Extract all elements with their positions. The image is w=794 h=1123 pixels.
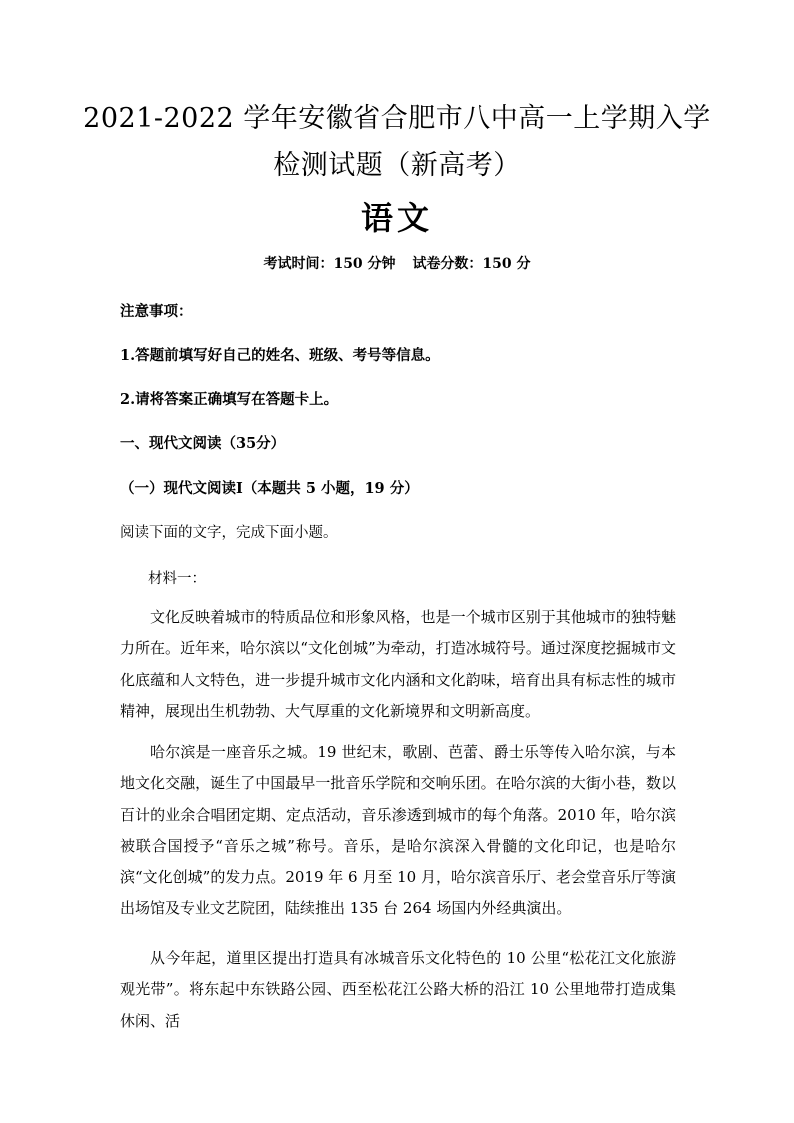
document-title-line-2: 检测试题（新高考）: [273, 150, 521, 181]
section-heading: 一、现代文阅读（35分）: [120, 435, 286, 452]
reading-instruction: 阅读下面的文字，完成下面小题。: [120, 525, 338, 541]
document-title-line-1: 2021-2022 学年安徽省合肥市八中高一上学期入学: [83, 103, 711, 134]
section-subheading: （一）现代文阅读Ⅰ（本题共 5 小题，19 分）: [120, 480, 419, 497]
material-label: 材料一：: [148, 571, 206, 587]
subject-heading: 语文: [360, 199, 433, 237]
notes-item-1: 1.答题前填写好自己的姓名、班级、考号等信息。: [120, 347, 440, 364]
paragraph-3: 从今年起，道里区提出打造具有冰城音乐文化特色的 10 公里“松花江文化旅游观光带”。将东起中东铁路公园、西至松花江公路大桥的沿江 10 公里地带打造成集休闲、活: [120, 949, 676, 1030]
exam-time: 考试时间：150 分钟: [263, 256, 396, 272]
paragraph-1: 文化反映着城市的特质品位和形象风格，也是一个城市区别于其他城市的独特魅力所在。近年来，哈尔滨以“文化创城”为牵动，打造冰城符号。通过深度挖掘城市文化底蕴和人文特色，进一步提升城市文化内涵和文化韵味，培育出具有标志性的城市精神，展现出生机勃勃、大气厚重的文化新境界和文明新高度。: [120, 608, 676, 720]
exam-info: [0, 253, 794, 273]
notes-item-2: 2.请将答案正确填写在答题卡上。: [120, 391, 339, 408]
paragraph-2: 哈尔滨是一座音乐之城。19 世纪末，歌剧、芭蕾、爵士乐等传入哈尔滨，与本地文化交融，诞生了中国最早一批音乐学院和交响乐团。在哈尔滨的大街小巷，数以百计的业余合唱团定期、定点活动，音乐渗透到城市的每个角落。2010 年，哈尔滨被联合国授予“音乐之城”称号。音乐，是哈尔滨深入骨髓的文化印记，也是哈尔滨“文化创城”的发力点。2019 年 6 月至 10 月，哈尔滨音乐厅、老会堂音乐厅等演出场馆及专业文艺院团，陆续推出 135 台 264 场国内外经典演出。: [120, 743, 676, 918]
exam-score: 试卷分数：150 分: [412, 256, 531, 272]
notes-heading: 注意事项：: [120, 303, 193, 320]
